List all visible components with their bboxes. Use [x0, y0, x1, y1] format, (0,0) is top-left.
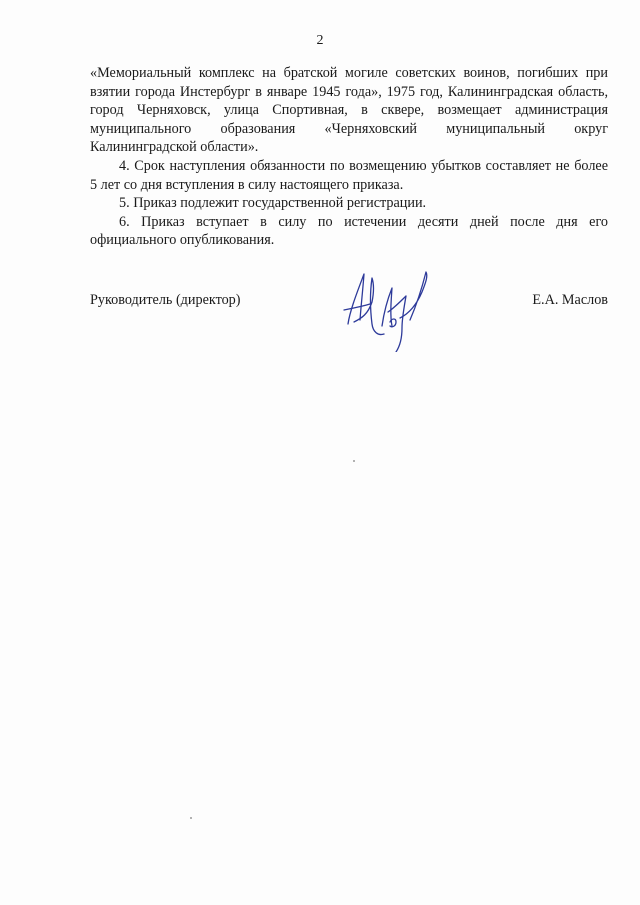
text-line: 5. Приказ подлежит государственной регистрации. [119, 195, 427, 212]
scan-speck [353, 460, 355, 462]
signatory-name: Е.А. Маслов [532, 292, 608, 308]
paragraph-item-5 [90, 194, 608, 213]
document-body [90, 64, 608, 250]
paragraph-item-4 [90, 157, 608, 194]
scan-speck [190, 817, 192, 819]
signatory-position: Руководитель (директор) [90, 292, 241, 308]
paragraph-memorial [90, 64, 608, 157]
paragraph-item-6 [90, 213, 608, 250]
page-number: 2 [316, 33, 324, 48]
text-line: 4. Срок наступления обязанности по возмещению убытков составляет [119, 157, 552, 174]
text-line: администрация муниципального образования «Черняховский муниципальный [90, 102, 608, 137]
text-line: 6. Приказ вступает в силу по истечении десяти дней после дня его [119, 213, 608, 230]
text-line: округ Калининградской области». [90, 120, 609, 156]
text-line: официального опубликования. [90, 232, 275, 249]
text-line: «Мемориальный комплекс на братской могиле советских воинов, погибших при [90, 65, 608, 81]
text-line: область, город Черняховск, улица Спортивная, в сквере, возмещает [90, 83, 609, 119]
text-line: не более 5 лет со дня вступления в силу настоящего приказа. [90, 157, 609, 193]
signature-block [90, 292, 608, 316]
text-line: взятии города Инстербург в январе 1945 года», 1975 год, Калининградская [90, 83, 554, 100]
